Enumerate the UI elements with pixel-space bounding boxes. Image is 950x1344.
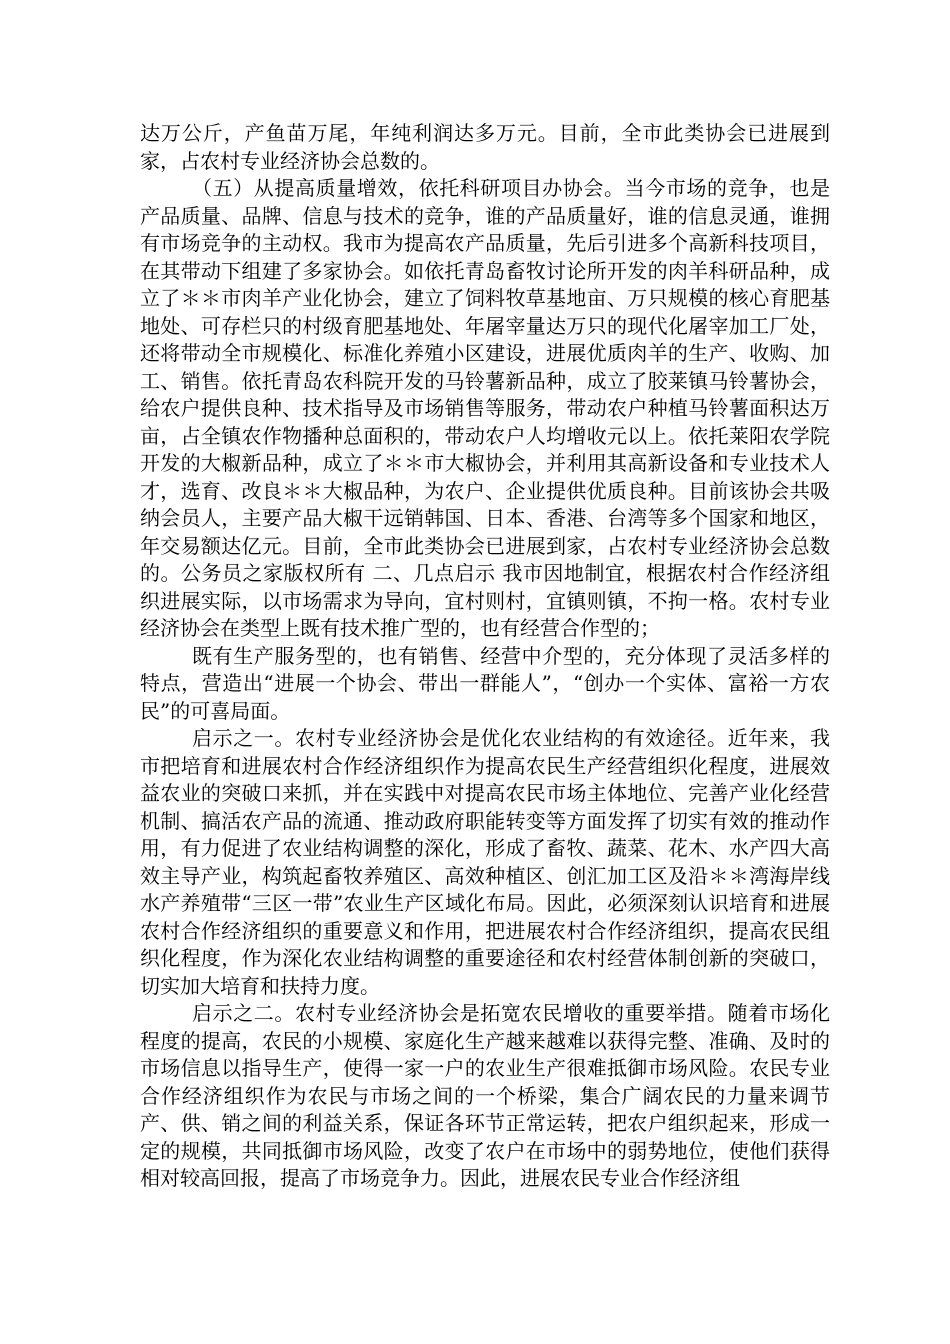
paragraph-1: 达万公斤，产鱼苗万尾，年纯利润达多万元。目前，全市此类协会已进展到家，占农村专业经济协会总数的。 bbox=[140, 121, 830, 173]
paragraph-5: 启示之二。农村专业经济协会是拓宽农民增收的重要举措。随着市场化程度的提高，农民的小规模、家庭化生产越来越难以获得完整、准确、及时的市场信息以指导生产，使得一家一户的农业生产很难抵御市场风险。农民专业合作经济组织作为农民与市场之间的一个桥梁，集合广阔农民的力量来调节产、供、销之间的利益关系，保证各环节正常运转，把农户组织起来，形成一定的规模，共同抵御市场风险，改变了农户在市场中的弱势地位，使他们获得相对较高回报，提高了市场竞争力。因此，进展农民专业合作经济组 bbox=[140, 1001, 830, 1190]
document-body bbox=[140, 120, 830, 1193]
paragraph-2: （五）从提高质量增效，依托科研项目办协会。当今市场的竞争，也是产品质量、品牌、信息与技术的竞争，谁的产品质量好，谁的信息灵通，谁拥有市场竞争的主动权。我市为提高农产品质量，先后引进多个高新科技项目，在其带动下组建了多家协会。如依托青岛畜牧讨论所开发的肉羊科研品种，成立了＊＊市肉羊产业化协会，建立了饲料牧草基地亩、万只规模的核心育肥基地处、可存栏只的村级育肥基地处、年屠宰量达万只的现代化屠宰加工厂处，还将带动全市规模化、标准化养殖小区建设，进展优质肉羊的生产、收购、加工、销售。依托青岛农科院开发的马铃薯新品种，成立了胶莱镇马铃薯协会，给农户提供良种、技术指导及市场销售等服务，带动农户种植马铃薯面积达万亩，占全镇农作物播种总面积的，带动农户人均增收元以上。依托莱阳农学院开发的大椒新品种，成立了＊＊市大椒协会，并利用其高新设备和专业技术人才，选育、改良＊＊大椒品种，为农户、企业提供优质良种。目前该协会共吸纳会员人，主要产品大椒干远销韩国、日本、香港、台湾等多个国家和地区，年交易额达亿元。目前，全市此类协会已进展到家，占农村专业经济协会总数的。公务员之家版权所有 二、几点启示 我市因地制宜，根据农村合作经济组织进展实际，以市场需求为导向，宜村则村，宜镇则镇，不拘一格。农村专业经济协会在类型上既有技术推广型的，也有经营合作型的； bbox=[140, 176, 830, 640]
paragraph-4: 启示之一。农村专业经济协会是优化农业结构的有效途径。近年来，我市把培育和进展农村合作经济组织作为提高农民生产经营组织化程度，进展效益农业的突破口来抓，并在实践中对提高农民市场主体地位、完善产业化经营机制、搞活农产品的流通、推动政府职能转变等方面发挥了切实有效的推动作用，有力促进了农业结构调整的深化，形成了畜牧、蔬菜、花木、水产四大高效主导产业，构筑起畜牧养殖区、高效种植区、创汇加工区及沿＊＊湾海岸线水产养殖带“三区一带”农业生产区域化布局。因此，必须深刻认识培育和进展农村合作经济组织的重要意义和作用，把进展农村合作经济组织，提高农民组织化程度，作为深化农业结构调整的重要途径和农村经营体制创新的突破口，切实加大培育和扶持力度。 bbox=[140, 726, 830, 998]
paragraph-3: 既有生产服务型的，也有销售、经营中介型的，充分体现了灵活多样的特点，营造出“进展一个协会、带出一群能人”，“创办一个实体、富裕一方农民”的可喜局面。 bbox=[140, 643, 830, 723]
